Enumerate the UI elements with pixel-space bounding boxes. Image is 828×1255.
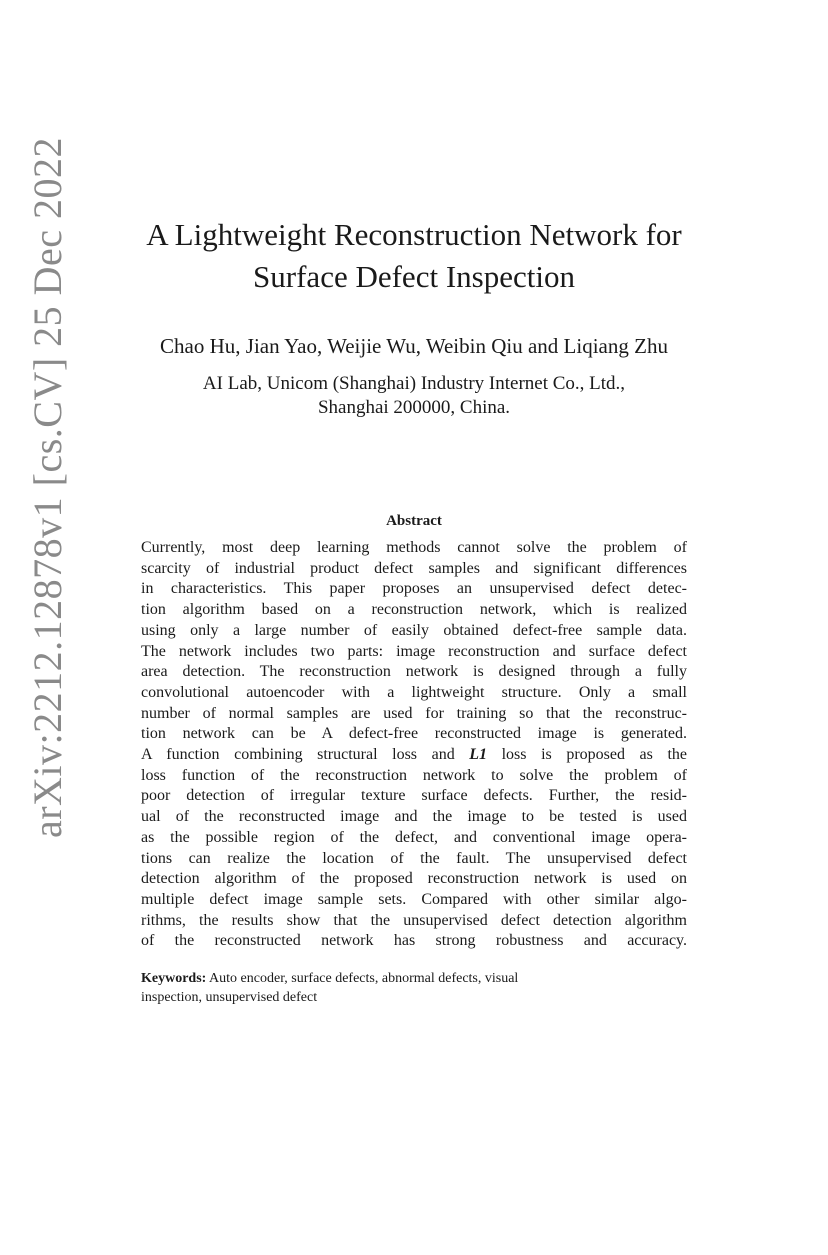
- abstract-line: rithms, the results show that the unsupervised defect detection algorithm: [141, 911, 687, 929]
- paper-title: [100, 214, 728, 298]
- abstract-line: poor detection of irregular texture surface defects. Further, the resid-: [141, 787, 687, 805]
- abstract-line: The network includes two parts: image reconstruction and surface defect: [141, 642, 687, 660]
- abstract-line: as the possible region of the defect, and conventional image opera-: [141, 828, 687, 846]
- arxiv-identifier-text: arXiv:2212.12878v1 [cs.CV] 25 Dec 2022: [25, 136, 71, 839]
- abstract-line: scarcity of industrial product defect samples and significant differences: [141, 559, 687, 577]
- abstract-line: multiple defect image sample sets. Compared with other similar algo-: [141, 890, 687, 908]
- abstract-line-segment: loss is proposed as the: [487, 746, 687, 764]
- keywords-label: Keywords:: [141, 971, 207, 986]
- affiliation-line-2: Shanghai 200000, China.: [317, 397, 511, 418]
- arxiv-identifier-stamp: [20, 136, 76, 839]
- abstract-line: using only a large number of easily obtained defect-free sample data.: [141, 621, 687, 639]
- l1-loss-term: L1: [469, 746, 488, 764]
- affiliation-line-1: AI Lab, Unicom (Shanghai) Industry Internet Co., Ltd.,: [202, 373, 626, 394]
- abstract-line: loss function of the reconstruction network to solve the problem of: [141, 766, 687, 784]
- abstract-line: detection algorithm of the proposed reconstruction network is used on: [141, 870, 687, 888]
- abstract-line: of the reconstructed network has strong robustness and accuracy.: [141, 932, 687, 950]
- paper-title-line-2: Surface Defect Inspection: [253, 259, 575, 294]
- abstract-line: number of normal samples are used for training so that the reconstruc-: [141, 704, 687, 722]
- abstract-line: ual of the reconstructed image and the image to be tested is used: [141, 808, 687, 826]
- abstract-line: convolutional autoencoder with a lightweight structure. Only a small: [141, 683, 687, 701]
- keywords-text: Auto encoder, surface defects, abnormal defects, visual: [206, 971, 519, 986]
- abstract-body: [141, 538, 687, 952]
- abstract-line: tion network can be A defect-free reconstructed image is generated.: [141, 725, 687, 743]
- keywords-line-1: [141, 969, 687, 988]
- abstract-line: in characteristics. This paper proposes an unsupervised defect detec-: [141, 580, 687, 598]
- abstract-line: Currently, most deep learning methods cannot solve the problem of: [141, 539, 687, 556]
- abstract-line-with-l1: [141, 745, 687, 766]
- paper-title-line-1: A Lightweight Reconstruction Network for: [146, 217, 682, 252]
- affiliation: [100, 372, 728, 420]
- keywords: [141, 969, 687, 1007]
- abstract-line: tions can realize the location of the fault. The unsupervised defect: [141, 849, 687, 867]
- abstract-line: area detection. The reconstruction network is designed through a fully: [141, 663, 687, 681]
- abstract-line-segment: A function combining structural loss and: [141, 746, 470, 764]
- author-list: Chao Hu, Jian Yao, Weijie Wu, Weibin Qiu and Liqiang Zhu: [160, 334, 668, 358]
- abstract-line: tion algorithm based on a reconstruction network, which is realized: [141, 601, 687, 619]
- abstract-heading: Abstract: [386, 513, 442, 529]
- keywords-line-2: inspection, unsupervised defect: [141, 990, 318, 1005]
